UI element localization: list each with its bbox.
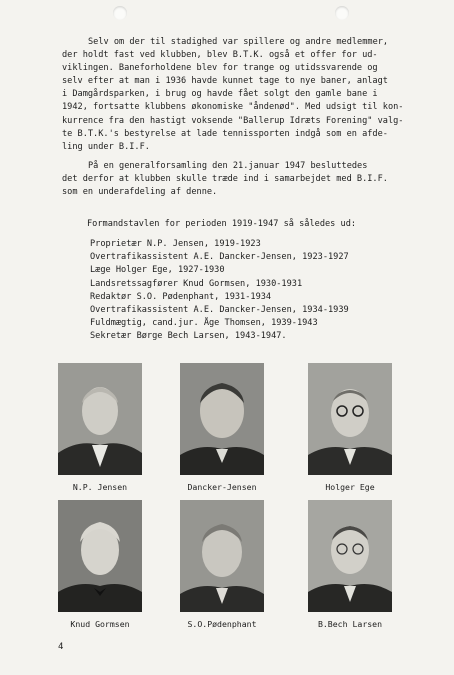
text-line: i Damgårdsparken, i brug og havde fået solgt den gamle bane i xyxy=(62,89,378,100)
portrait-caption: N.P. Jensen xyxy=(72,482,128,492)
page-number: 4 xyxy=(58,642,64,652)
portrait-caption: Knud Gormsen xyxy=(70,619,130,629)
punch-hole-right xyxy=(335,6,349,20)
portrait-photo xyxy=(58,500,142,612)
text-line: På en generalforsamling den 21.januar 1947 besluttedes xyxy=(88,160,368,171)
portrait-caption: Dancker-Jensen xyxy=(187,482,257,492)
text-line: som en underafdeling af denne. xyxy=(62,187,218,198)
portrait-photo xyxy=(58,363,142,475)
board-entry: Fuldmægtig, cand.jur. Åge Thomsen, 1939-1943 xyxy=(90,318,318,329)
portrait-photo xyxy=(180,363,264,475)
portrait-photo xyxy=(180,500,264,612)
text-line: 1942, fortsatte klubbens økonomiske "åndenød". Med udsigt til kon- xyxy=(62,102,404,113)
board-entry: Landsretssagfører Knud Gormsen, 1930-1931 xyxy=(90,278,303,289)
board-entry: Læge Holger Ege, 1927-1930 xyxy=(90,265,225,276)
portrait-photo xyxy=(308,500,392,612)
portrait-caption: B.Bech Larsen xyxy=(317,619,383,629)
text-line: kurrence fra den hastigt voksende "Ballerup Idræts Forening" valg- xyxy=(62,115,404,126)
punch-hole-left xyxy=(113,6,127,20)
history-paragraph xyxy=(62,36,412,199)
portrait-caption: Holger Ege xyxy=(325,482,375,492)
board-entry: Proprietær N.P. Jensen, 1919-1923 xyxy=(90,239,261,249)
board-list xyxy=(90,238,349,344)
text-line: der holdt fast ved klubben, blev B.T.K. også et offer for ud- xyxy=(62,50,378,61)
text-line: selv efter at man i 1936 havde kunnet tage to nye baner, anlagt xyxy=(62,76,388,87)
portrait-caption: S.O.Pødenphant xyxy=(187,619,257,629)
text-line: Selv om der til stadighed var spillere og andre medlemmer, xyxy=(88,37,389,47)
board-entry: Overtrafikassistent A.E. Dancker-Jensen, 1923-1927 xyxy=(90,252,349,263)
text-line: te B.T.K.'s bestyrelse at lade tennissporten indgå som en afde- xyxy=(62,128,388,139)
board-entry: Overtrafikassistent A.E. Dancker-Jensen, 1934-1939 xyxy=(90,305,349,316)
board-intro: Formandstavlen for perioden 1919-1947 så således ud: xyxy=(87,219,357,229)
portrait-photo xyxy=(308,363,392,475)
board-entry: Redaktør S.O. Pødenphant, 1931-1934 xyxy=(90,291,272,302)
text-line: ling under B.I.F. xyxy=(62,141,150,152)
board-entry: Sekretær Børge Bech Larsen, 1943-1947. xyxy=(90,331,287,342)
text-line: det derfor at klubben skulle træde ind i samarbejdet med B.I.F. xyxy=(62,173,388,184)
text-line: viklingen. Baneforholdene blev for trange og utidssvarende og xyxy=(62,63,378,74)
